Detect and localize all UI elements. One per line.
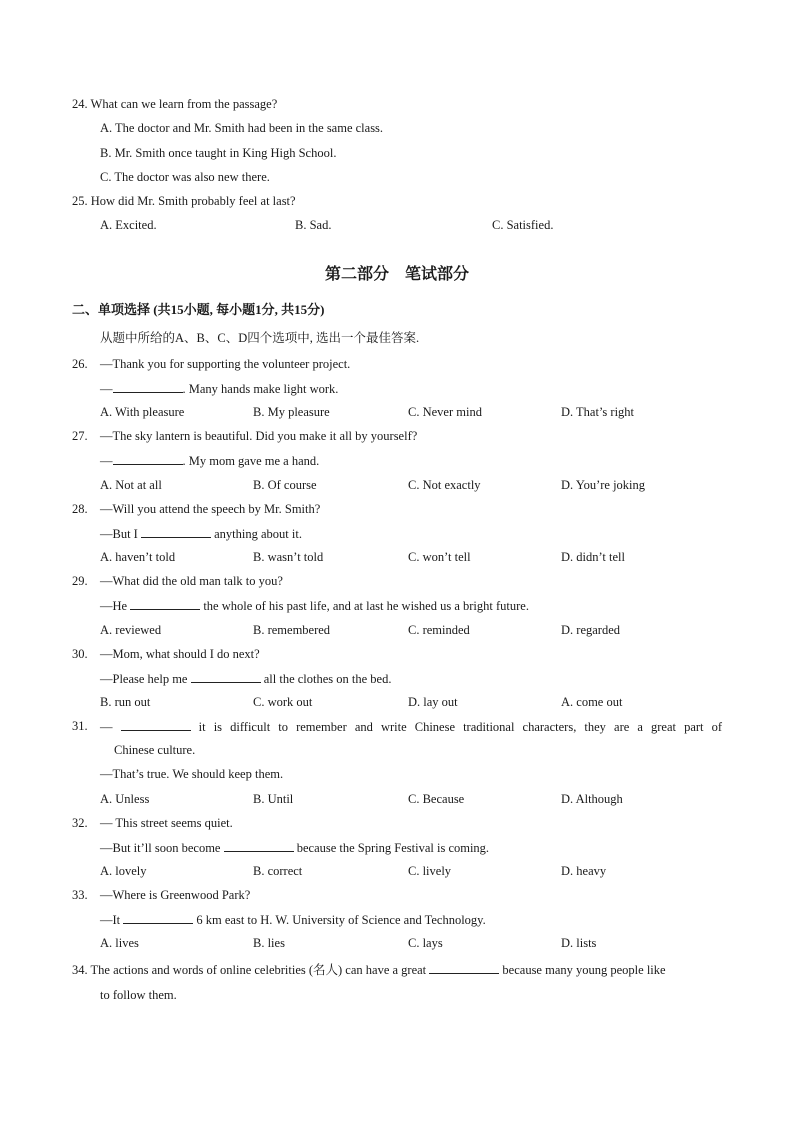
q26-blank[interactable] — [113, 380, 183, 393]
q25-option-b[interactable]: B. Sad. — [295, 218, 332, 232]
q26-line1: —Thank you for supporting the volunteer project. — [100, 357, 351, 371]
q30-option-3[interactable]: D. lay out — [408, 695, 458, 709]
q33-option-d[interactable]: D. lists — [561, 936, 597, 950]
q24-option-a[interactable]: A. The doctor and Mr. Smith had been in the same class. — [100, 121, 384, 135]
q33-option-c[interactable]: C. lays — [408, 936, 443, 950]
q34-l1a: 34. The actions and words of online celebrities (名人) can have a great — [72, 963, 430, 977]
q27-line2 — [100, 452, 319, 469]
q33-line1: —Where is Greenwood Park? — [100, 888, 251, 902]
q32-l2b: because the Spring Festival is coming. — [293, 841, 490, 855]
q28-line2 — [100, 525, 302, 542]
q24-option-c[interactable]: C. The doctor was also new there. — [100, 170, 270, 184]
q26-number: 26. — [72, 357, 88, 371]
q30-line1: —Mom, what should I do next? — [100, 647, 260, 661]
q28-blank[interactable] — [141, 525, 211, 538]
q31-blank[interactable] — [121, 718, 191, 731]
q26-l2b: . Many hands make light work. — [182, 382, 339, 396]
q31-l1a: — — [100, 720, 121, 734]
q31-line1-cont: Chinese culture. — [114, 743, 196, 757]
q28-option-c[interactable]: C. won’t tell — [408, 550, 471, 564]
q30-number: 30. — [72, 647, 88, 661]
q30-blank[interactable] — [191, 670, 261, 683]
q34-line2: to follow them. — [100, 988, 177, 1002]
q26-line2 — [100, 380, 338, 397]
q32-option-d[interactable]: D. heavy — [561, 864, 607, 878]
q29-line2 — [100, 597, 529, 614]
q31-line1 — [100, 718, 722, 735]
q25-option-a[interactable]: A. Excited. — [100, 218, 157, 232]
q32-option-a[interactable]: A. lovely — [100, 864, 147, 878]
q33-number: 33. — [72, 888, 88, 902]
q26-option-b[interactable]: B. My pleasure — [253, 405, 330, 419]
q28-option-a[interactable]: A. haven’t told — [100, 550, 176, 564]
q30-option-4[interactable]: A. come out — [561, 695, 623, 709]
q29-l2a: —He — [100, 599, 131, 613]
q32-line1: — This street seems quiet. — [100, 816, 233, 830]
section-instruction: 从题中所给的A、B、C、D四个选项中, 选出一个最佳答案. — [100, 331, 420, 345]
q31-l1b: it is difficult to remember and write Chinese traditional characters, they are a great part of — [190, 720, 722, 734]
q32-number: 32. — [72, 816, 88, 830]
q34-l1b: because many young people like — [499, 963, 666, 977]
q34-blank[interactable] — [429, 961, 499, 974]
q32-l2a: —But it’ll soon become — [100, 841, 224, 855]
q25-option-c[interactable]: C. Satisfied. — [492, 218, 554, 232]
q33-option-a[interactable]: A. lives — [100, 936, 139, 950]
q32-blank[interactable] — [224, 839, 294, 852]
q27-l2a: — — [100, 454, 113, 468]
q28-line1: —Will you attend the speech by Mr. Smith? — [100, 502, 321, 516]
q28-number: 28. — [72, 502, 88, 516]
q31-option-b[interactable]: B. Until — [253, 792, 294, 806]
q28-l2a: —But I — [100, 527, 141, 541]
q28-option-b[interactable]: B. wasn’t told — [253, 550, 324, 564]
q24-stem: 24. What can we learn from the passage? — [72, 97, 278, 111]
q24-option-b[interactable]: B. Mr. Smith once taught in King High School. — [100, 146, 337, 160]
q26-l2a: — — [100, 382, 113, 396]
q27-option-d[interactable]: D. You’re joking — [561, 478, 646, 492]
q26-option-c[interactable]: C. Never mind — [408, 405, 482, 419]
q33-option-b[interactable]: B. lies — [253, 936, 285, 950]
q31-number: 31. — [72, 719, 88, 733]
q27-blank[interactable] — [113, 452, 183, 465]
section-heading: 二、单项选择 (共15小题, 每小题1分, 共15分) — [72, 302, 325, 317]
part2-title: 第二部分 笔试部分 — [324, 266, 469, 283]
q29-option-d[interactable]: D. regarded — [561, 623, 620, 637]
q29-number: 29. — [72, 574, 88, 588]
q33-blank[interactable] — [123, 911, 193, 924]
q28-l2b: anything about it. — [210, 527, 302, 541]
q29-blank[interactable] — [130, 597, 200, 610]
q29-option-c[interactable]: C. reminded — [408, 623, 470, 637]
q29-line1: —What did the old man talk to you? — [100, 574, 283, 588]
q27-line1: —The sky lantern is beautiful. Did you make it all by yourself? — [100, 429, 418, 443]
q28-option-d[interactable]: D. didn’t tell — [561, 550, 626, 564]
q30-option-2[interactable]: C. work out — [253, 695, 313, 709]
q30-l2a: —Please help me — [100, 672, 191, 686]
q27-option-c[interactable]: C. Not exactly — [408, 478, 481, 492]
q31-option-a[interactable]: A. Unless — [100, 792, 150, 806]
q26-option-d[interactable]: D. That’s right — [561, 405, 635, 419]
q27-option-a[interactable]: A. Not at all — [100, 478, 162, 492]
q33-l2a: —It — [100, 913, 124, 927]
q26-option-a[interactable]: A. With pleasure — [100, 405, 185, 419]
q29-option-a[interactable]: A. reviewed — [100, 623, 162, 637]
q27-option-b[interactable]: B. Of course — [253, 478, 317, 492]
q25-stem: 25. How did Mr. Smith probably feel at last? — [72, 194, 296, 208]
q29-option-b[interactable]: B. remembered — [253, 623, 331, 637]
q33-line2 — [100, 911, 486, 928]
q30-l2b: all the clothes on the bed. — [260, 672, 392, 686]
q30-option-1[interactable]: B. run out — [100, 695, 151, 709]
q32-line2 — [100, 839, 489, 856]
q32-option-c[interactable]: C. lively — [408, 864, 452, 878]
q32-option-b[interactable]: B. correct — [253, 864, 303, 878]
q34-line1 — [72, 961, 666, 978]
q27-number: 27. — [72, 429, 88, 443]
q31-option-c[interactable]: C. Because — [408, 792, 465, 806]
q29-l2b: the whole of his past life, and at last he wished us a bright future. — [200, 599, 529, 613]
q33-l2b: 6 km east to H. W. University of Science and Technology. — [193, 913, 486, 927]
q27-l2b: . My mom gave me a hand. — [182, 454, 320, 468]
q30-line2 — [100, 670, 391, 687]
q31-line2: —That’s true. We should keep them. — [100, 767, 284, 781]
q31-option-d[interactable]: D. Although — [561, 792, 623, 806]
